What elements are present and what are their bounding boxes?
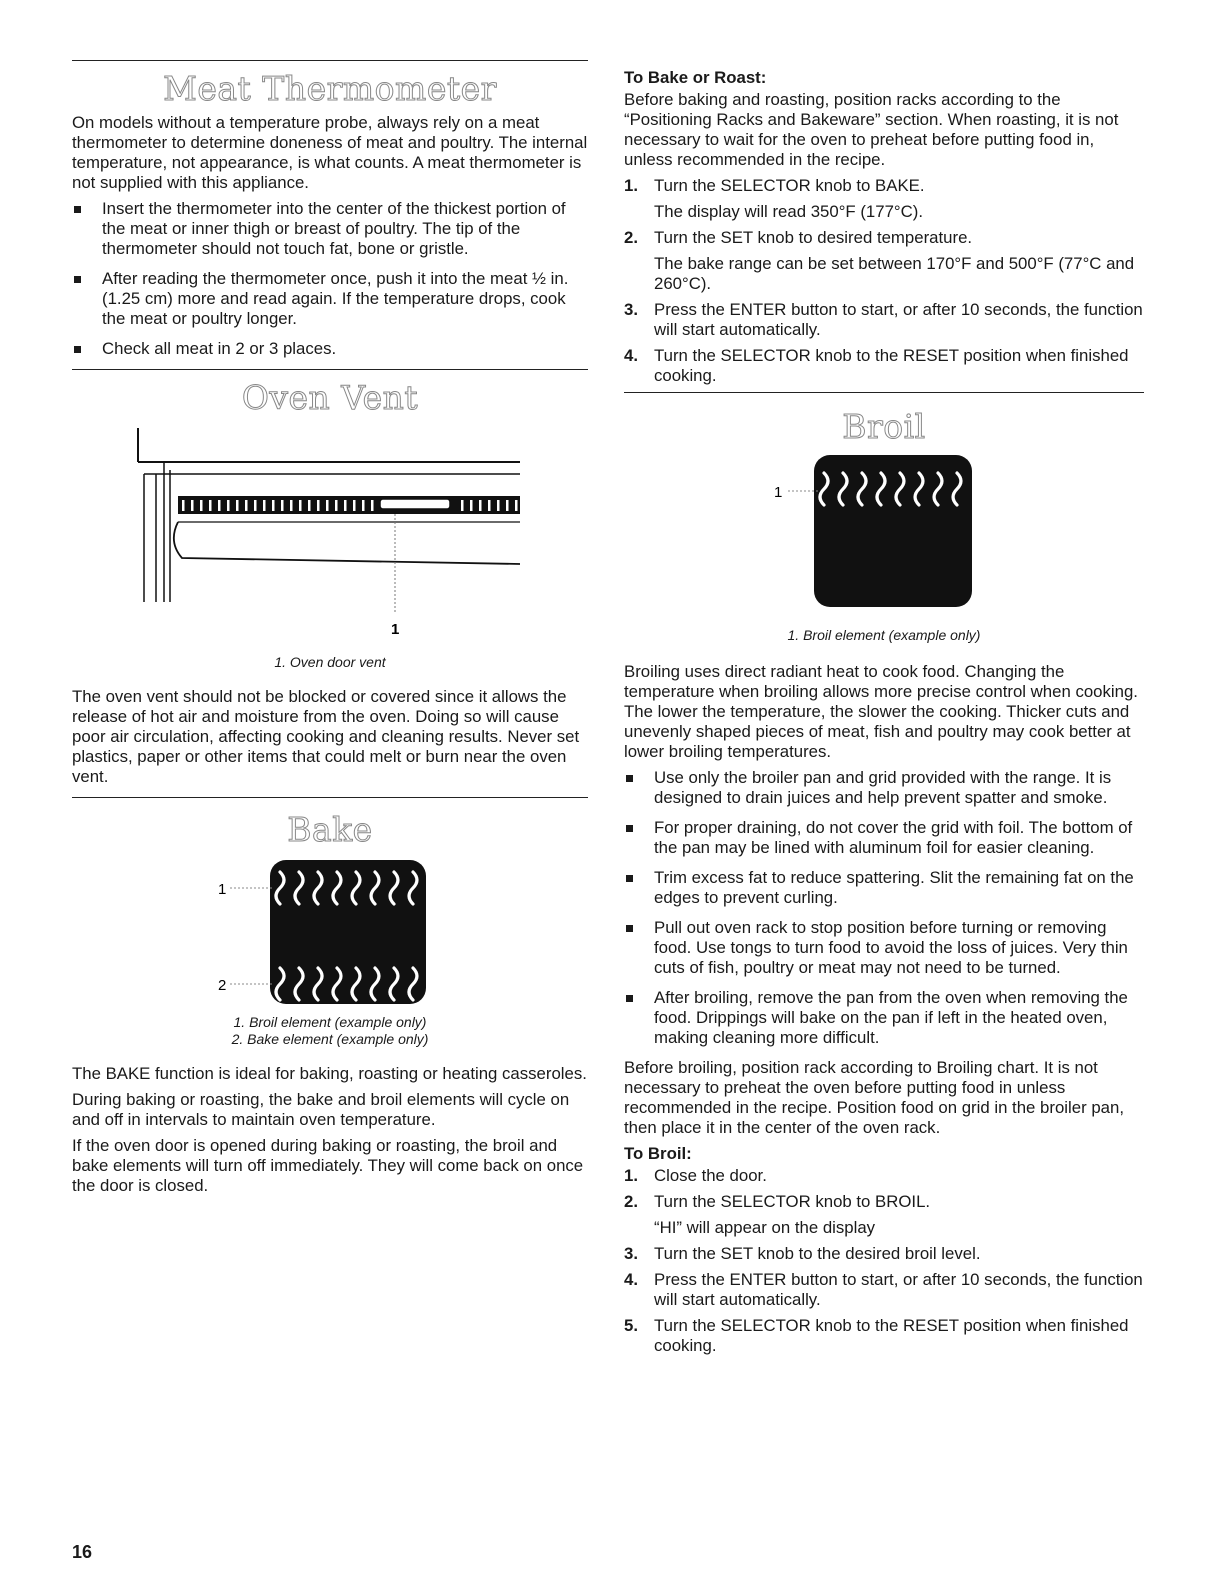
broil-caption: 1. Broil element (example only) <box>787 627 981 643</box>
vent-slot <box>497 500 500 511</box>
vent-slot <box>245 500 248 511</box>
step-number: 4. <box>624 1270 638 1289</box>
right-column <box>624 68 1144 1362</box>
vent-slot <box>326 500 329 511</box>
meat-thermometer-bullets <box>72 199 588 359</box>
step-note: The display will read 350°F (177°C). <box>654 202 923 221</box>
left-column <box>72 60 588 1202</box>
step-item <box>624 176 1144 196</box>
vent-slot <box>308 500 311 511</box>
bullet-item: For proper draining, do not cover the grid with foil. The bottom of the pan may be lined with aluminum foil for easier cleaning. <box>624 818 1144 858</box>
bullet-item: Check all meat in 2 or 3 places. <box>72 339 588 359</box>
broil-heading: Broil <box>842 407 926 446</box>
bake-paragraph: If the oven door is opened during baking or roasting, the broil and bake elements will turn off immediately. They will come back on once the door is closed. <box>72 1136 584 1195</box>
section-rule <box>72 369 588 370</box>
bake-paragraph: During baking or roasting, the bake and broil elements will cycle on and off in intervals to maintain oven temperature. <box>72 1090 570 1129</box>
figure-label: 1 <box>218 881 227 898</box>
broil-bullets <box>624 768 1144 1048</box>
step-text: Turn the SELECTOR knob to BAKE. <box>654 176 925 195</box>
step-number: 1. <box>624 1166 638 1185</box>
oven-cavity <box>270 860 426 1004</box>
step-item <box>624 1316 1144 1356</box>
vent-slot <box>200 500 203 511</box>
bullet-item: Pull out oven rack to stop position before turning or removing food. Use tongs to turn food to avoid the loss of juices. Very thin cuts of fish, poultry or meat may not need to be turned. <box>624 918 1144 978</box>
broil-subhead: To Broil: <box>624 1144 692 1163</box>
step-item <box>624 346 1144 386</box>
oven-vent-diagram <box>120 422 540 654</box>
step-number: 3. <box>624 1244 638 1263</box>
figure-label: 2 <box>218 977 227 994</box>
vent-slot <box>344 500 347 511</box>
step-item <box>624 1270 1144 1310</box>
vent-opening <box>380 499 450 509</box>
step-item <box>624 1244 1144 1264</box>
vent-slot <box>506 500 509 511</box>
oven-cavity <box>814 455 972 607</box>
oven-vent-caption: 1. Oven door vent <box>274 654 386 670</box>
step-number: 2. <box>624 228 638 247</box>
step-item <box>624 1166 1144 1186</box>
meat-thermometer-intro: On models without a temperature probe, always rely on a meat thermometer to determine doneness of meat and poultry. The internal temperature, not appearance, is what counts. A meat thermometer is not supplied with this appliance. <box>72 113 588 192</box>
step-text: Press the ENTER button to start, or after 10 seconds, the function will start automatically. <box>654 300 1143 339</box>
bullet-item: After reading the thermometer once, push it into the meat ½ in. (1.25 cm) more and read again. If the temperature drops, cook the meat or poultry longer. <box>72 269 588 329</box>
bake-paragraph: The BAKE function is ideal for baking, roasting or heating casseroles. <box>72 1064 587 1083</box>
step-note: “HI” will appear on the display <box>654 1218 876 1237</box>
section-rule <box>72 797 588 798</box>
step-number: 4. <box>624 346 638 365</box>
vent-slot <box>362 500 365 511</box>
vent-slot <box>236 500 239 511</box>
page-number: 16 <box>72 1542 93 1562</box>
bullet-item: Use only the broiler pan and grid provided with the range. It is designed to drain juices and help prevent spatter and smoke. <box>624 768 1144 808</box>
bake-diagram <box>210 854 450 1014</box>
vent-slot <box>488 500 491 511</box>
vent-slot <box>290 500 293 511</box>
step-text: Close the door. <box>654 1166 767 1185</box>
step-text: Turn the SELECTOR knob to the RESET position when finished cooking. <box>654 1316 1129 1355</box>
bake-roast-intro: Before baking and roasting, position racks according to the “Positioning Racks and Bakeware” section. When roasting, it is not necessary to wait for the oven to preheat before putting food in, unless recommended in the recipe. <box>624 90 1119 169</box>
broil-steps <box>624 1166 1144 1212</box>
meat-thermometer-heading: Meat Thermometer <box>163 69 497 108</box>
bake-roast-steps <box>624 176 1144 196</box>
step-note: The bake range can be set between 170°F and 500°F (77°C and 260°C). <box>654 254 1135 293</box>
vent-slot <box>317 500 320 511</box>
step-item <box>624 228 1144 248</box>
bullet-item: Trim excess fat to reduce spattering. Slit the remaining fat on the edges to prevent curling. <box>624 868 1144 908</box>
vent-slot <box>182 500 185 511</box>
step-number: 5. <box>624 1316 638 1335</box>
step-text: Turn the SET knob to desired temperature. <box>654 228 973 247</box>
bullet-item: After broiling, remove the pan from the oven when removing the food. Drippings will bake on the pan if left in the heated oven, making cleaning more difficult. <box>624 988 1144 1048</box>
vent-slot <box>335 500 338 511</box>
bake-caption: 1. Broil element (example only) <box>233 1014 427 1030</box>
step-number: 2. <box>624 1192 638 1211</box>
step-number: 3. <box>624 300 638 319</box>
vent-slot <box>281 500 284 511</box>
vent-slot <box>353 500 356 511</box>
vent-slot <box>272 500 275 511</box>
broil-steps-cont <box>624 1244 1144 1356</box>
vent-slot <box>209 500 212 511</box>
vent-slot <box>371 500 374 511</box>
vent-slot <box>218 500 221 511</box>
figure-label: 1 <box>774 484 783 501</box>
oven-vent-body: The oven vent should not be blocked or covered since it allows the release of hot air and moisture from the oven. Doing so will cause poor air circulation, affecting cooking and cleaning results. Never set plastics, paper or other items that could melt or burn near the oven vent. <box>72 687 580 786</box>
section-rule <box>624 392 1144 393</box>
vent-slot <box>515 500 518 511</box>
step-number: 1. <box>624 176 638 195</box>
broil-intro: Broiling uses direct radiant heat to cook food. Changing the temperature when broiling allows more precise control when cooking. The lower the temperature, the slower the cooking. Thicker cuts and unevenly shaped pieces of meat, fish and poultry may cook better at lower broiling temperatures. <box>624 662 1138 761</box>
bake-heading: Bake <box>287 810 373 849</box>
step-item <box>624 300 1144 340</box>
step-text: Turn the SELECTOR knob to BROIL. <box>654 1192 931 1211</box>
bake-caption: 2. Bake element (example only) <box>231 1031 429 1047</box>
figure-label: 1 <box>391 621 400 638</box>
vent-slot <box>461 500 464 511</box>
step-text: Turn the SELECTOR knob to the RESET position when finished cooking. <box>654 346 1129 385</box>
broil-diagram <box>764 451 1004 611</box>
broil-before: Before broiling, position rack according to Broiling chart. It is not necessary to preheat the oven before putting food in unless recommended in the recipe. Position food on grid in the broiler pan, then place it in the center of the oven rack. <box>624 1058 1125 1137</box>
vent-slot <box>479 500 482 511</box>
vent-slot <box>299 500 302 511</box>
step-item <box>624 1192 1144 1212</box>
section-rule <box>72 60 588 61</box>
vent-slot <box>470 500 473 511</box>
vent-slot <box>191 500 194 511</box>
vent-slot <box>254 500 257 511</box>
bake-roast-steps-cont <box>624 228 1144 248</box>
bake-roast-subhead: To Bake or Roast: <box>624 68 767 87</box>
vent-slot <box>227 500 230 511</box>
bullet-item: Insert the thermometer into the center of the thickest portion of the meat or inner thigh or breast of poultry. The tip of the thermometer should not touch fat, bone or gristle. <box>72 199 588 259</box>
step-text: Press the ENTER button to start, or after 10 seconds, the function will start automatically. <box>654 1270 1143 1309</box>
oven-vent-heading: Oven Vent <box>241 378 419 417</box>
bake-roast-steps-cont <box>624 300 1144 386</box>
vent-slot <box>263 500 266 511</box>
step-text: Turn the SET knob to the desired broil level. <box>654 1244 981 1263</box>
